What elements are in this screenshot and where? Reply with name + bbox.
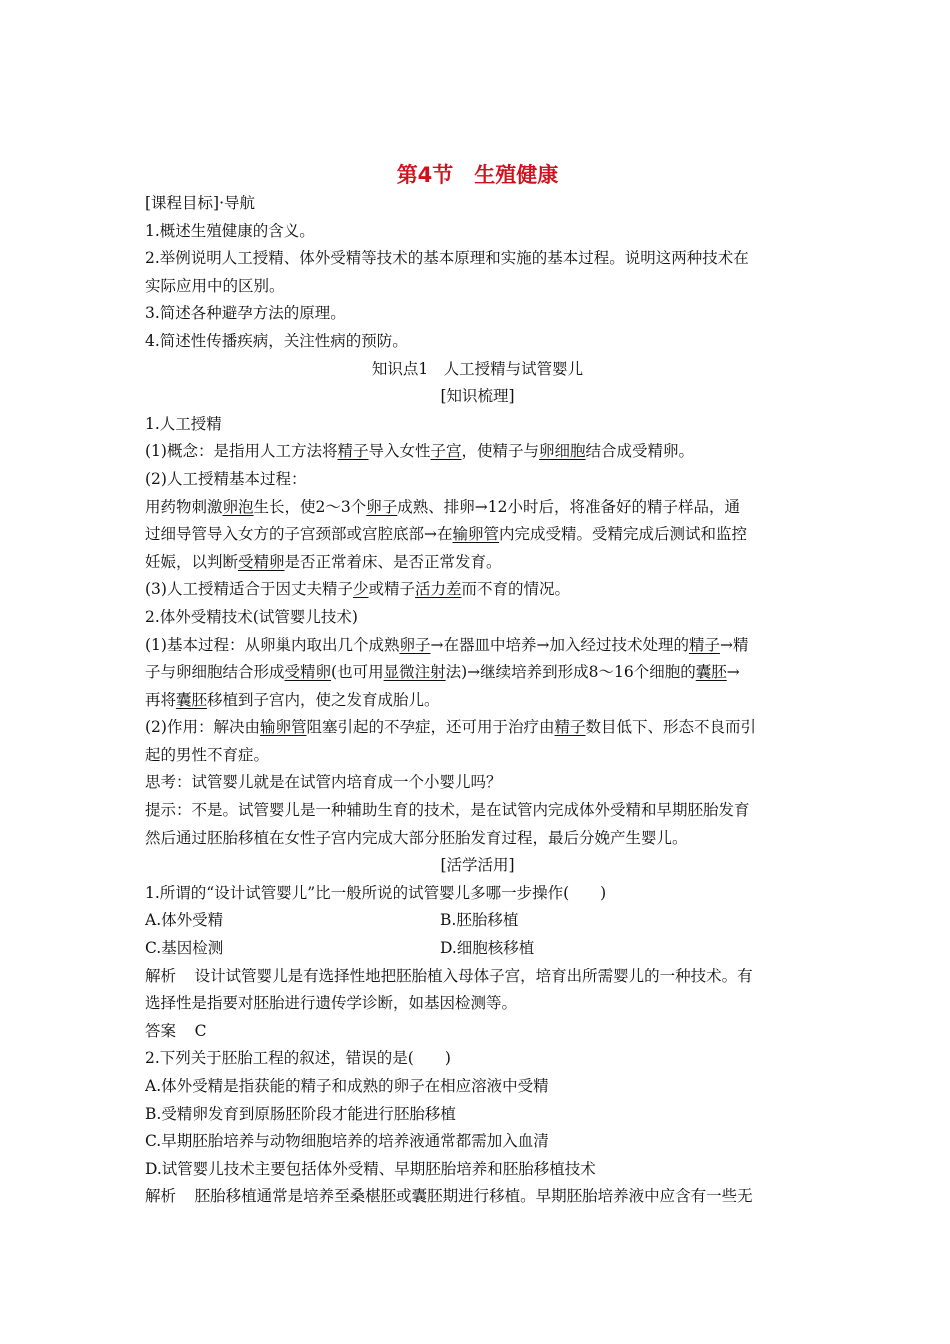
analysis-label: 解析	[145, 966, 177, 985]
knowledge-point-title: 知识点1 人工授精与试管婴儿	[371, 359, 584, 378]
question-2-stem: 2.下列关于胚胎工程的叙述，错误的是( )	[145, 1049, 451, 1068]
analysis-label: 解析	[145, 1187, 177, 1206]
paragraph-ivf-process: 再将囊胚移植到子宫内，使之发育成胎儿。	[145, 690, 440, 709]
paragraph-ivf-function: (2)作用：解决由输卵管阻塞引起的不孕症，还可用于治疗由精子数目低下、形态不良而引	[145, 718, 757, 737]
page-title: 第4节 生殖健康	[396, 163, 559, 187]
think-question: 思考：试管婴儿就是在试管内培育成一个小婴儿吗？	[145, 773, 502, 792]
goal-item: 2.举例说明人工授精、体外受精等技术的基本原理和实施的基本过程。说明这两种技术在	[145, 249, 749, 268]
fill-blank-answer: 囊胚	[176, 690, 208, 709]
fill-blank-answer: 输卵管	[452, 525, 500, 544]
answer-label: 答案	[145, 1021, 177, 1040]
question-1-analysis: 解析 设计试管婴儿是有选择性地把胚胎植入母体子宫，培育出所需婴儿的一种技术。有	[145, 966, 753, 985]
option-a: A.体外受精	[145, 911, 224, 930]
fill-blank-answer: 精子	[688, 635, 720, 654]
heading-artificial-insemination: 1.人工授精	[145, 414, 222, 433]
heading-process: (2)人工授精基本过程：	[145, 469, 307, 488]
option-c: C.早期胚胎培养与动物细胞培养的培养液通常都需加入血清	[145, 1132, 549, 1151]
fill-blank-answer: 受精卵	[238, 552, 285, 571]
fill-blank-answer: 子宫	[430, 442, 462, 461]
option-b: B.胚胎移植	[440, 911, 519, 930]
question-1-answer	[145, 1018, 810, 1046]
hint-text: 提示：不是。试管婴儿是一种辅助生育的技术，是在试管内完成体外受精和早期胚胎发育	[145, 801, 750, 820]
fill-blank-answer: 卵泡	[222, 497, 254, 516]
fill-blank-answer: 囊胚	[695, 663, 727, 682]
hint-text: 然后通过胚胎移植在女性子宫内完成大部分胚胎发育过程，最后分娩产生婴儿。	[145, 828, 688, 847]
question-1-stem: 1.所谓的“设计试管婴儿”比一般所说的试管婴儿多哪一步操作( )	[145, 883, 607, 902]
paragraph-ivf-process: 子与卵细胞结合形成受精卵(也可用显微注射法)→继续培养到形成8～16个细胞的囊胚→	[145, 663, 740, 682]
option-c: C.基因检测	[145, 939, 224, 958]
fill-blank-answer: 精子	[554, 718, 586, 737]
fill-blank-answer: 卵细胞	[539, 442, 586, 461]
fill-blank-answer: 显微注射	[383, 663, 446, 682]
paragraph-concept: (1)概念：是指用人工方法将精子导入女性子宫，使精子与卵细胞结合成受精卵。	[145, 442, 695, 461]
option-b: B.受精卵发育到原肠胚阶段才能进行胚胎移植	[145, 1104, 456, 1123]
paragraph-ivf-process: (1)基本过程：从卵巢内取出几个成熟卵子→在器皿中培养→加入经过技术处理的精子→精	[145, 635, 749, 654]
fill-blank-answer: 活力差	[415, 580, 462, 599]
fill-blank-answer: 卵子	[366, 497, 398, 516]
question-1-options-row	[145, 935, 810, 963]
goal-item: 实际应用中的区别。	[145, 276, 285, 295]
document-body	[145, 160, 810, 1211]
fill-blank-answer: 少	[352, 580, 369, 599]
question-1-options-row	[145, 907, 810, 935]
paragraph-ivf-function: 起的男性不育症。	[145, 745, 270, 764]
fill-blank-answer: 受精卵	[284, 663, 332, 682]
practice-heading: [活学活用]	[440, 856, 515, 875]
fill-blank-answer: 精子	[337, 442, 369, 461]
question-1-analysis: 选择性是指要对胚胎进行遗传学诊断，如基因检测等。	[145, 994, 518, 1013]
goals-header: [课程目标]·导航	[145, 194, 256, 212]
option-a: A.体外受精是指获能的精子和成熟的卵子在相应溶液中受精	[145, 1077, 549, 1095]
goal-item: 3.简述各种避孕方法的原理。	[145, 304, 346, 323]
goal-item: 4.简述性传播疾病，关注性病的预防。	[145, 331, 408, 350]
paragraph-process: 用药物刺激卵泡生长，使2～3个卵子成熟、排卵→12小时后，将准备好的精子样品，通	[145, 497, 740, 516]
paragraph-process: 妊娠，以判断受精卵是否正常着床、是否正常发育。	[145, 552, 502, 571]
goal-item: 1.概述生殖健康的含义。	[145, 221, 315, 240]
fill-blank-answer: 卵子	[399, 635, 431, 654]
option-d: D.试管婴儿技术主要包括体外受精、早期胚胎培养和胚胎移植技术	[145, 1159, 596, 1178]
paragraph-process: 过细导管导入女方的子宫颈部或宫腔底部→在输卵管内完成受精。受精完成后测试和监控	[145, 525, 748, 544]
question-2-analysis: 解析 胚胎移植通常是培养至桑椹胚或囊胚期进行移植。早期胚胎培养液中应含有一些无	[145, 1187, 753, 1206]
heading-ivf: 2.体外受精技术(试管婴儿技术)	[145, 607, 358, 626]
answer-value: C	[194, 1021, 207, 1040]
section-subheading: [知识梳理]	[440, 387, 515, 406]
fill-blank-answer: 输卵管	[259, 718, 307, 737]
paragraph-suitability: (3)人工授精适合于因丈夫精子少或精子活力差而不育的情况。	[145, 580, 571, 599]
option-d: D.细胞核移植	[440, 939, 535, 958]
